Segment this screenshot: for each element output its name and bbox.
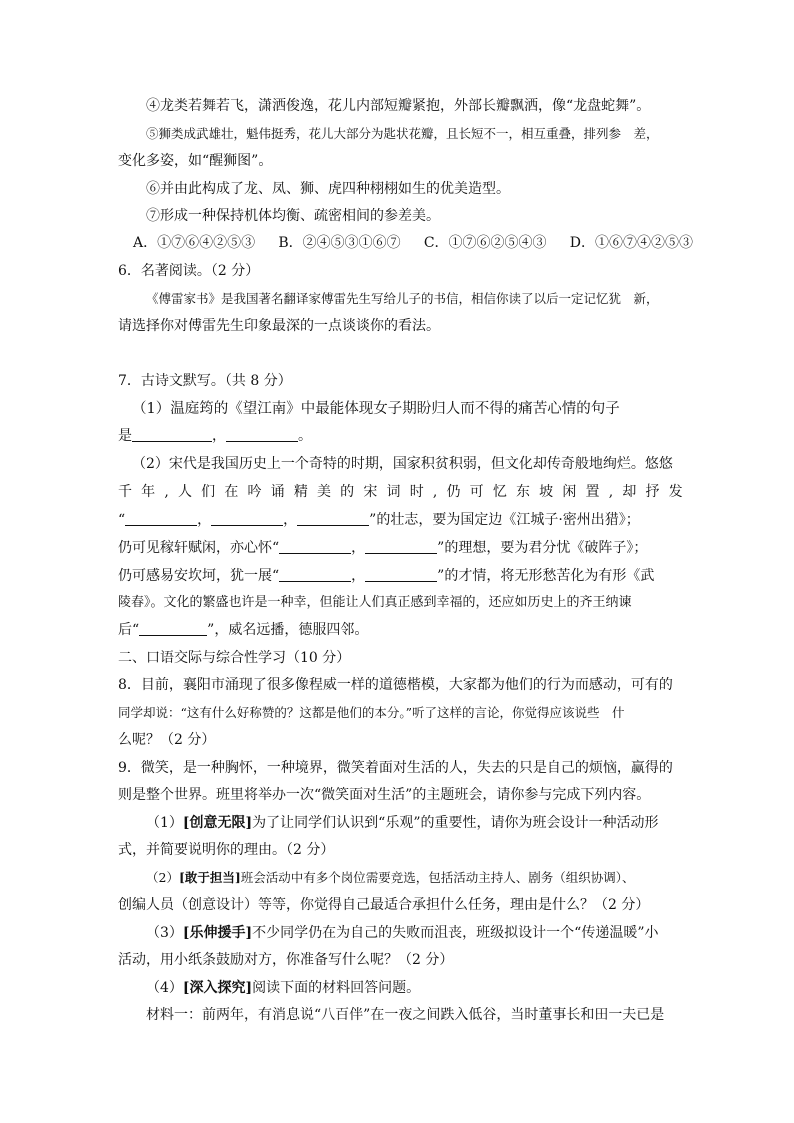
answer-blank[interactable]	[211, 511, 283, 526]
order-item-4: ④龙类若舞若飞，潇洒俊逸，花儿内部短瓣紧抱，外部长瓣飘洒，像“龙盘蛇舞”。	[146, 98, 651, 114]
q7-part2-line2: 千 年 , 人 们 在 吟 诵 精 美 的 宋 词 时 , 仍 可 忆 东 坡 闲 置 , 却 抒 发	[118, 484, 683, 500]
q6-text-2: 请选择你对傅雷先生印象最深的一点谈谈你的看法。	[118, 318, 440, 334]
q9-sub2-line2: 创编人员（创意设计）等等，你觉得自己最适合承担什么任务，理由是什么？（2 分）	[118, 897, 650, 913]
material-1-text: 材料一：前两年，有消息说“八百伴”在一夜之间跌入低谷，当时董事长和田一夫已是	[146, 1007, 665, 1023]
tag-inquiry: [深入探究]	[182, 980, 253, 996]
q7-part1-line2: 是 ， 。	[118, 428, 312, 444]
answer-blank[interactable]	[279, 539, 351, 554]
tag-creativity: [创意无限]	[182, 815, 253, 831]
q7-part2-line7: 后“ ”，威名远播，德服四邻。	[118, 622, 369, 638]
choice-a: A．①⑦⑥④②⑤③	[133, 235, 256, 251]
q9-sub1-line1: （1）[创意无限]为了让同学们认识到“乐观”的重要性，请你为班会设计一种活动形	[146, 815, 659, 831]
q9-sub3-line2: 活动，用小纸条鼓励对方，你准备写什么呢？（2 分）	[118, 952, 454, 968]
q9-sub4-line1: （4）[深入探究]阅读下面的材料回答问题。	[146, 980, 421, 996]
q9-sub3-line1: （3）[乐伸援手]不少同学仍在为自己的失败而沮丧，班级拟设计一个“传递温暖”小	[146, 925, 659, 941]
answer-choices	[133, 233, 693, 253]
answer-blank[interactable]	[297, 511, 369, 526]
q9-line2: 则是整个世界。班里将举办一次“微笑面对生活”的主题班会，请你参与完成下列内容。	[118, 787, 651, 803]
order-item-5-cont: 变化多姿，如“醒狮图”。	[118, 153, 273, 169]
q8-line1: 8．目前，襄阳市涌现了很多像程威一样的道德楷模，大家都为他们的行为而感动，可有的	[118, 677, 673, 693]
order-item-6: ⑥并由此构成了龙、凤、狮、虎四种栩栩如生的优美造型。	[146, 181, 510, 197]
q7-title: 7．古诗文默写。（共 8 分）	[118, 373, 292, 389]
answer-blank[interactable]	[226, 427, 298, 442]
q8-line2: 同学却说：“这有什么好称赞的？这都是他们的本分。”听了这样的言论，你觉得应该说些 什	[118, 705, 625, 720]
choice-c: C．①⑦⑥②⑤④③	[423, 235, 547, 251]
tag-helping: [乐伸援手]	[182, 925, 253, 941]
q6-text-1: 《傅雷家书》是我国著名翻译家傅雷先生写给儿子的书信，相信你读了以后一定记忆犹 新，	[146, 291, 659, 306]
q7-part2-line4: 仍可见稼轩赋闲，亦心怀“ ， ”的理想，要为君分忧《破阵子》；	[118, 540, 648, 556]
tag-responsibility: [敢于担当]	[178, 870, 241, 885]
answer-blank[interactable]	[125, 511, 197, 526]
section-2-title: 二、口语交际与综合性学习（10 分）	[118, 650, 351, 666]
q8-line3: 么呢？（2 分）	[118, 732, 216, 748]
q9-line1: 9．微笑，是一种胸怀，一种境界，微笑着面对生活的人，失去的只是自己的烦恼，赢得的	[118, 760, 673, 776]
answer-blank[interactable]	[365, 567, 437, 582]
answer-blank[interactable]	[279, 567, 351, 582]
answer-blank[interactable]	[139, 621, 207, 636]
choice-b: B．②④⑤③①⑥⑦	[278, 235, 401, 251]
q6-title: 6．名著阅读。（2 分）	[118, 263, 260, 279]
q7-part1-line1: （1）温庭筠的《望江南》中最能体现女子期盼归人而不得的痛苦心情的句子	[132, 401, 620, 417]
answer-blank[interactable]	[132, 427, 212, 442]
order-item-7: ⑦形成一种保持机体均衡、疏密相间的参差美。	[146, 208, 440, 224]
q9-sub1-line2: 式，并简要说明你的理由。（2 分）	[118, 842, 335, 858]
choice-d: D．①⑥⑦④②⑤③	[569, 235, 693, 251]
q9-sub2-line1: （2）[敢于担当]班会活动中有多个岗位需要竞选，包括活动主持人、剧务（组织协调）、	[146, 870, 635, 885]
q7-part2-line1: （2）宋代是我国历史上一个奇特的时期，国家积贫积弱，但文化却传奇般地绚烂。悠悠	[132, 456, 673, 472]
q7-part2-line5: 仍可感易安坎坷，犹一展“ ， ”的才情，将无形愁苦化为有形《武	[118, 568, 655, 584]
q7-part2-line6: 陵春》。文化的繁盛也许是一种幸，但能让人们真正感到幸福的，还应如历史上的齐王纳谏	[118, 595, 632, 610]
answer-blank[interactable]	[365, 539, 437, 554]
order-item-5: ⑤狮类成武雄壮，魁伟挺秀，花儿大部分为匙状花瓣，且长短不一，相互重叠，排列参 差，	[146, 126, 659, 141]
q7-part2-line3: “ ， ， ”的壮志，要为国定边《江城子·密州出猎》；	[118, 512, 640, 528]
